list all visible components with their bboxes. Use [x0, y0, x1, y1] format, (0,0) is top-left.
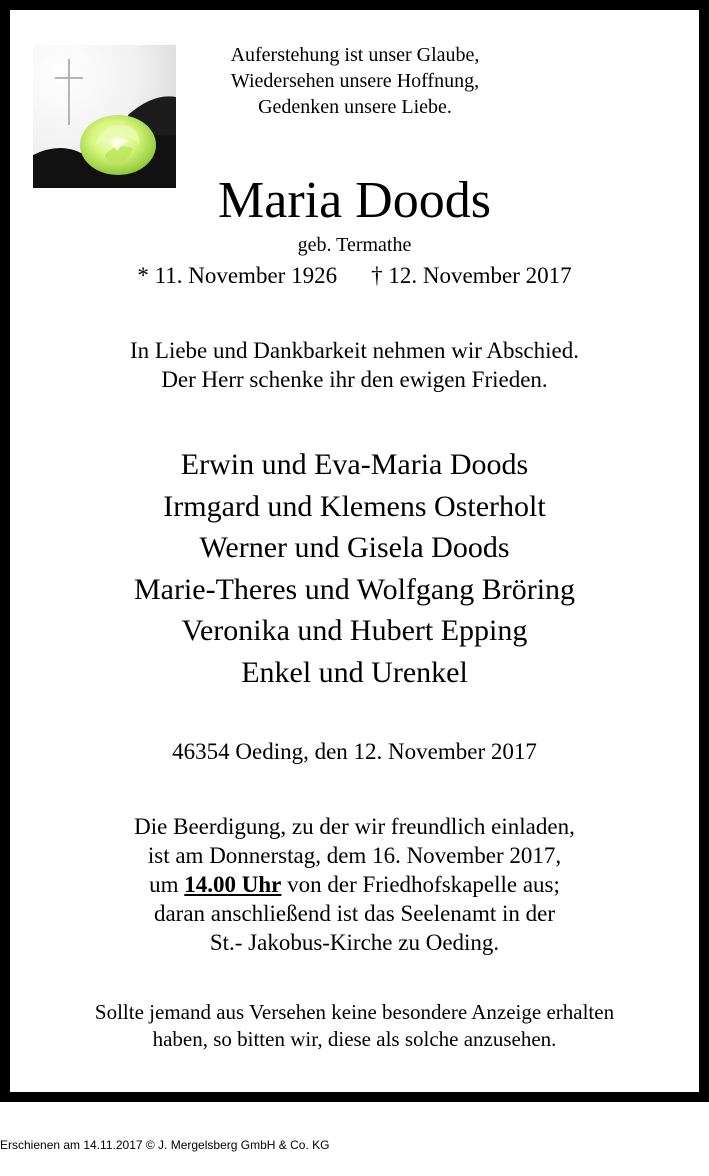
funeral-time-prefix: um: [149, 872, 185, 897]
deceased-name: Maria Doods: [218, 172, 491, 229]
birth-date: * 11. November 1926: [137, 263, 338, 288]
farewell-line: Der Herr schenke ihr den ewigen Frieden.: [161, 367, 548, 392]
mourner-item: Enkel und Urenkel: [241, 655, 468, 689]
mourner-item: Irmgard und Klemens Osterholt: [163, 489, 546, 523]
motto: [165, 42, 545, 120]
funeral-line: [0, 870, 709, 899]
place-date: 46354 Oeding, den 12. November 2017: [172, 739, 537, 764]
birth-name: geb. Termathe: [297, 234, 412, 256]
funeral-time: 14.00 Uhr: [184, 872, 282, 897]
publication-footer: Erschienen am 14.11.2017 © J. Mergelsberg GmbH & Co. KG: [0, 1138, 330, 1152]
remark-line: Sollte jemand aus Versehen keine besondere Anzeige erhalten: [94, 1000, 615, 1024]
notice-remark: [0, 999, 709, 1053]
farewell-line: In Liebe und Dankbarkeit nehmen wir Abschied.: [129, 338, 579, 363]
rose-cross-image: [33, 45, 176, 188]
motto-line: Wiedersehen unsere Hoffnung,: [230, 70, 480, 92]
farewell-text: [0, 336, 709, 394]
mourner-item: Marie-Theres und Wolfgang Bröring: [133, 572, 576, 606]
mourner-item: Werner und Gisela Doods: [199, 531, 510, 564]
death-date: † 12. November 2017: [371, 263, 572, 288]
funeral-details: [0, 812, 709, 957]
motto-line: Auferstehung ist unser Glaube,: [230, 44, 480, 66]
rose-icon: [33, 45, 176, 188]
funeral-time-suffix: von der Friedhofskapelle aus;: [281, 872, 560, 897]
remark-line: haben, so bitten wir, diese als solche anzusehen.: [152, 1027, 557, 1051]
funeral-line: St.- Jakobus-Kirche zu Oeding.: [209, 930, 500, 955]
mourners-list: [0, 444, 709, 693]
mourner-item: Veronika und Hubert Epping: [181, 614, 528, 647]
funeral-line: daran anschließend ist das Seelenamt in der: [153, 901, 556, 926]
funeral-line: Die Beerdigung, zu der wir freundlich einladen,: [134, 814, 575, 839]
motto-line: Gedenken unsere Liebe.: [258, 96, 452, 118]
mourner-item: Erwin und Eva-Maria Doods: [180, 448, 529, 481]
funeral-line: ist am Donnerstag, dem 16. November 2017,: [147, 843, 562, 868]
life-dates: [0, 261, 709, 291]
